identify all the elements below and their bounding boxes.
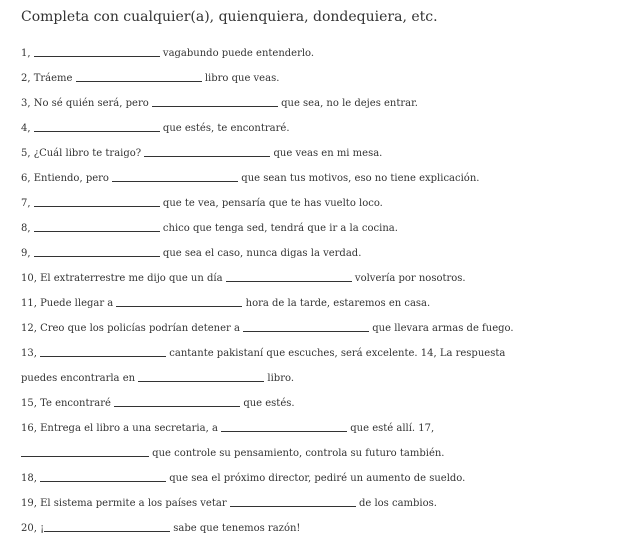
line-text-after: que veas en mi mesa. (270, 148, 383, 159)
line-text-after: que sea el caso, nunca digas la verdad. (159, 248, 362, 259)
exercise-line-1 (21, 41, 643, 66)
line-text-before: 10, El extraterrestre me dijo que un día (21, 273, 226, 284)
line-text-before: 18, (21, 473, 41, 484)
answer-blank (44, 517, 170, 532)
line-text-after: que sea, no le dejes entrar. (277, 98, 418, 109)
answer-blank (144, 142, 270, 157)
line-text-after: que controle su pensamiento, controla su futuro también. (149, 448, 445, 459)
exercise-line-6 (21, 166, 643, 191)
line-text-before: puedes encontrarla en (21, 373, 139, 384)
exercise-line-10 (21, 266, 643, 291)
line-text-before: 12, Creo que los policías podrían detener a (21, 323, 244, 334)
line-text-after: sabe que tenemos razón! (170, 523, 301, 534)
exercise-instructions: Completa con cualquier(a), quienquiera, dondequiera, etc. (21, 9, 438, 25)
line-text-before: 1, (21, 48, 34, 59)
exercise-line-9 (21, 241, 643, 266)
line-text-before: 20, ¡ (21, 523, 45, 534)
line-text-after: que esté allí. 17, (347, 423, 435, 434)
line-text-before: 3, No sé quién será, pero (21, 98, 152, 109)
exercise-line-12 (21, 316, 643, 341)
answer-blank (21, 442, 149, 457)
line-text-after: hora de la tarde, estaremos en casa. (242, 298, 431, 309)
line-text-after: libro. (264, 373, 295, 384)
exercise-line-4 (21, 116, 643, 141)
line-text-after: libro que veas. (201, 73, 280, 84)
line-text-after: que llevara armas de fuego. (369, 323, 514, 334)
exercise-line-17 (21, 441, 643, 466)
answer-blank (34, 42, 160, 57)
line-text-after: que sea el próximo director, pediré un aumento de sueldo. (166, 473, 466, 484)
answer-blank (152, 92, 278, 107)
line-text-before: 6, Entiendo, pero (21, 173, 113, 184)
answer-blank (34, 192, 160, 207)
answer-blank (34, 217, 160, 232)
exercise-line-2 (21, 66, 643, 91)
exercise-line-18 (21, 466, 643, 491)
line-text-after: volvería por nosotros. (351, 273, 466, 284)
exercise-line-3 (21, 91, 643, 116)
exercise-line-14 (21, 366, 643, 391)
answer-blank (230, 492, 356, 507)
line-text-before: 4, (21, 123, 34, 134)
answer-blank (243, 317, 369, 332)
line-text-before: 9, (21, 248, 34, 259)
line-text-before: 8, (21, 223, 34, 234)
answer-blank (226, 267, 352, 282)
line-text-after: vagabundo puede entenderlo. (159, 48, 315, 59)
line-text-before: 16, Entrega el libro a una secretaria, a (21, 423, 222, 434)
line-text-before: 7, (21, 198, 34, 209)
line-text-after: que estés. (240, 398, 295, 409)
answer-blank (114, 392, 240, 407)
answer-blank (34, 242, 160, 257)
exercise-line-11 (21, 291, 643, 316)
answer-blank (112, 167, 238, 182)
answer-blank (221, 417, 347, 432)
exercise-line-8 (21, 216, 643, 241)
line-text-after: de los cambios. (355, 498, 437, 509)
answer-blank (116, 292, 242, 307)
answer-blank (40, 467, 166, 482)
exercise-line-15 (21, 391, 643, 416)
exercise-line-20 (21, 516, 643, 541)
exercise-line-16 (21, 416, 643, 441)
answer-blank (76, 67, 202, 82)
answer-blank (34, 117, 160, 132)
line-text-before: 11, Puede llegar a (21, 298, 117, 309)
line-text-before: 2, Tráeme (21, 73, 76, 84)
line-text-after: chico que tenga sed, tendrá que ir a la cocina. (159, 223, 398, 234)
answer-blank (40, 342, 166, 357)
exercise-line-13 (21, 341, 643, 366)
exercise-line-7 (21, 191, 643, 216)
line-text-after: cantante pakistaní que escuches, será excelente. 14, La respuesta (166, 348, 506, 359)
line-text-before: 19, El sistema permite a los países vetar (21, 498, 230, 509)
line-text-after: que sean tus motivos, eso no tiene explicación. (238, 173, 480, 184)
line-text-before: 15, Te encontraré (21, 398, 115, 409)
exercise-list (21, 41, 643, 541)
line-text-before: 5, ¿Cuál libro te traigo? (21, 148, 145, 159)
answer-blank (138, 367, 264, 382)
line-text-after: que te vea, pensaría que te has vuelto loco. (159, 198, 383, 209)
exercise-line-5 (21, 141, 643, 166)
line-text-after: que estés, te encontraré. (159, 123, 290, 134)
line-text-before: 13, (21, 348, 41, 359)
exercise-line-19 (21, 491, 643, 516)
